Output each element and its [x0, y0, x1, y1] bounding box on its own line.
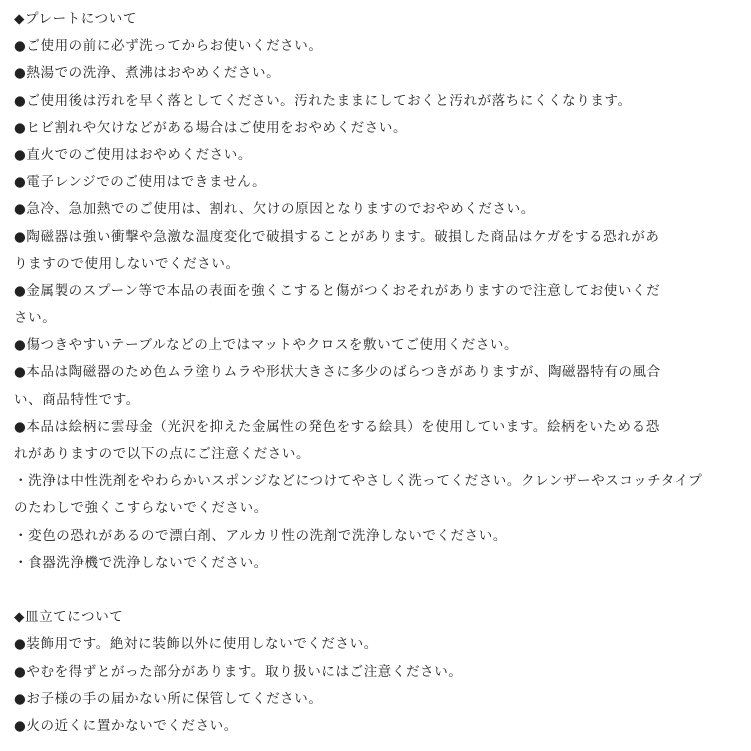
stand-note: ●お子様の手の届かない所に保管してください。	[14, 690, 323, 707]
plate-note-continued: い、商品特性です。	[14, 391, 140, 408]
plate-note: ●熱湯での洗浄、煮沸はおやめください。	[14, 65, 281, 82]
washing-subnote: ・食器洗浄機で洗浄しないでください。	[14, 554, 268, 571]
plate-note: ●本品は陶磁器のため色ムラ塗りムラや形状大きさに多少のばらつきがありますが、陶磁器特有の風合	[14, 364, 661, 381]
washing-subnote: ・変色の恐れがあるので漂白剤、アルカリ性の洗剤で洗浄しないでください。	[14, 527, 507, 544]
plate-note: ●本品は絵柄に雲母金（光沢を抑えた金属性の発色をする絵具）を使用しています。絵柄をいためる恐	[14, 418, 660, 435]
plate-note: ●陶磁器は強い衝撃や急激な温度変化で破損することがあります。破損した商品はケガをする恐れがあ	[14, 228, 660, 245]
plate-note-continued: れがありますので以下の点にご注意ください。	[14, 446, 311, 462]
care-instructions	[14, 6, 742, 740]
plate-note: ●電子レンジでのご使用はできません。	[14, 174, 267, 191]
plate-note-continued: りますので使用しないでください。	[14, 255, 240, 272]
plate-note-continued: さい。	[14, 310, 57, 327]
washing-subnote: ・洗浄は中性洗剤をやわらかいスポンジなどにつけてやさしく洗ってください。クレンザーやスコッチタイプ	[14, 473, 703, 490]
stand-note: ●装飾用です。絶対に装飾以外に使用しないでください。	[14, 636, 378, 653]
plate-note: ●ご使用の前に必ず洗ってからお使いください。	[14, 38, 323, 55]
section-spacer	[14, 577, 742, 604]
plate-note: ●急冷、急加熱でのご使用は、割れ、欠けの原因となりますのでおやめください。	[14, 201, 535, 218]
stand-note: ●火の近くに置かないでください。	[14, 717, 238, 734]
plate-note: ●傷つきやすいテーブルなどの上ではマットやクロスを敷いてご使用ください。	[14, 337, 519, 354]
stand-section-heading: ◆皿立てについて	[14, 609, 124, 626]
stand-note: ●やむを得ずとがった部分があります。取り扱いにはご注意ください。	[14, 663, 463, 680]
plate-note: ●直火でのご使用はおやめください。	[14, 146, 252, 163]
plate-note: ●金属製のスプーン等で本品の表面を強くこすると傷がつくおそれがありますので注意してお使いくだ	[14, 282, 661, 299]
washing-subnote-continued: のたわしで強くこすらないでください。	[14, 500, 268, 517]
plate-note: ●ご使用後は汚れを早く落としてください。汚れたままにしておくと汚れが落ちにくくなります。	[14, 92, 632, 109]
plate-section-heading: ◆プレートについて	[14, 11, 137, 27]
plate-note: ●ヒビ割れや欠けなどがある場合はご使用をおやめください。	[14, 119, 408, 136]
